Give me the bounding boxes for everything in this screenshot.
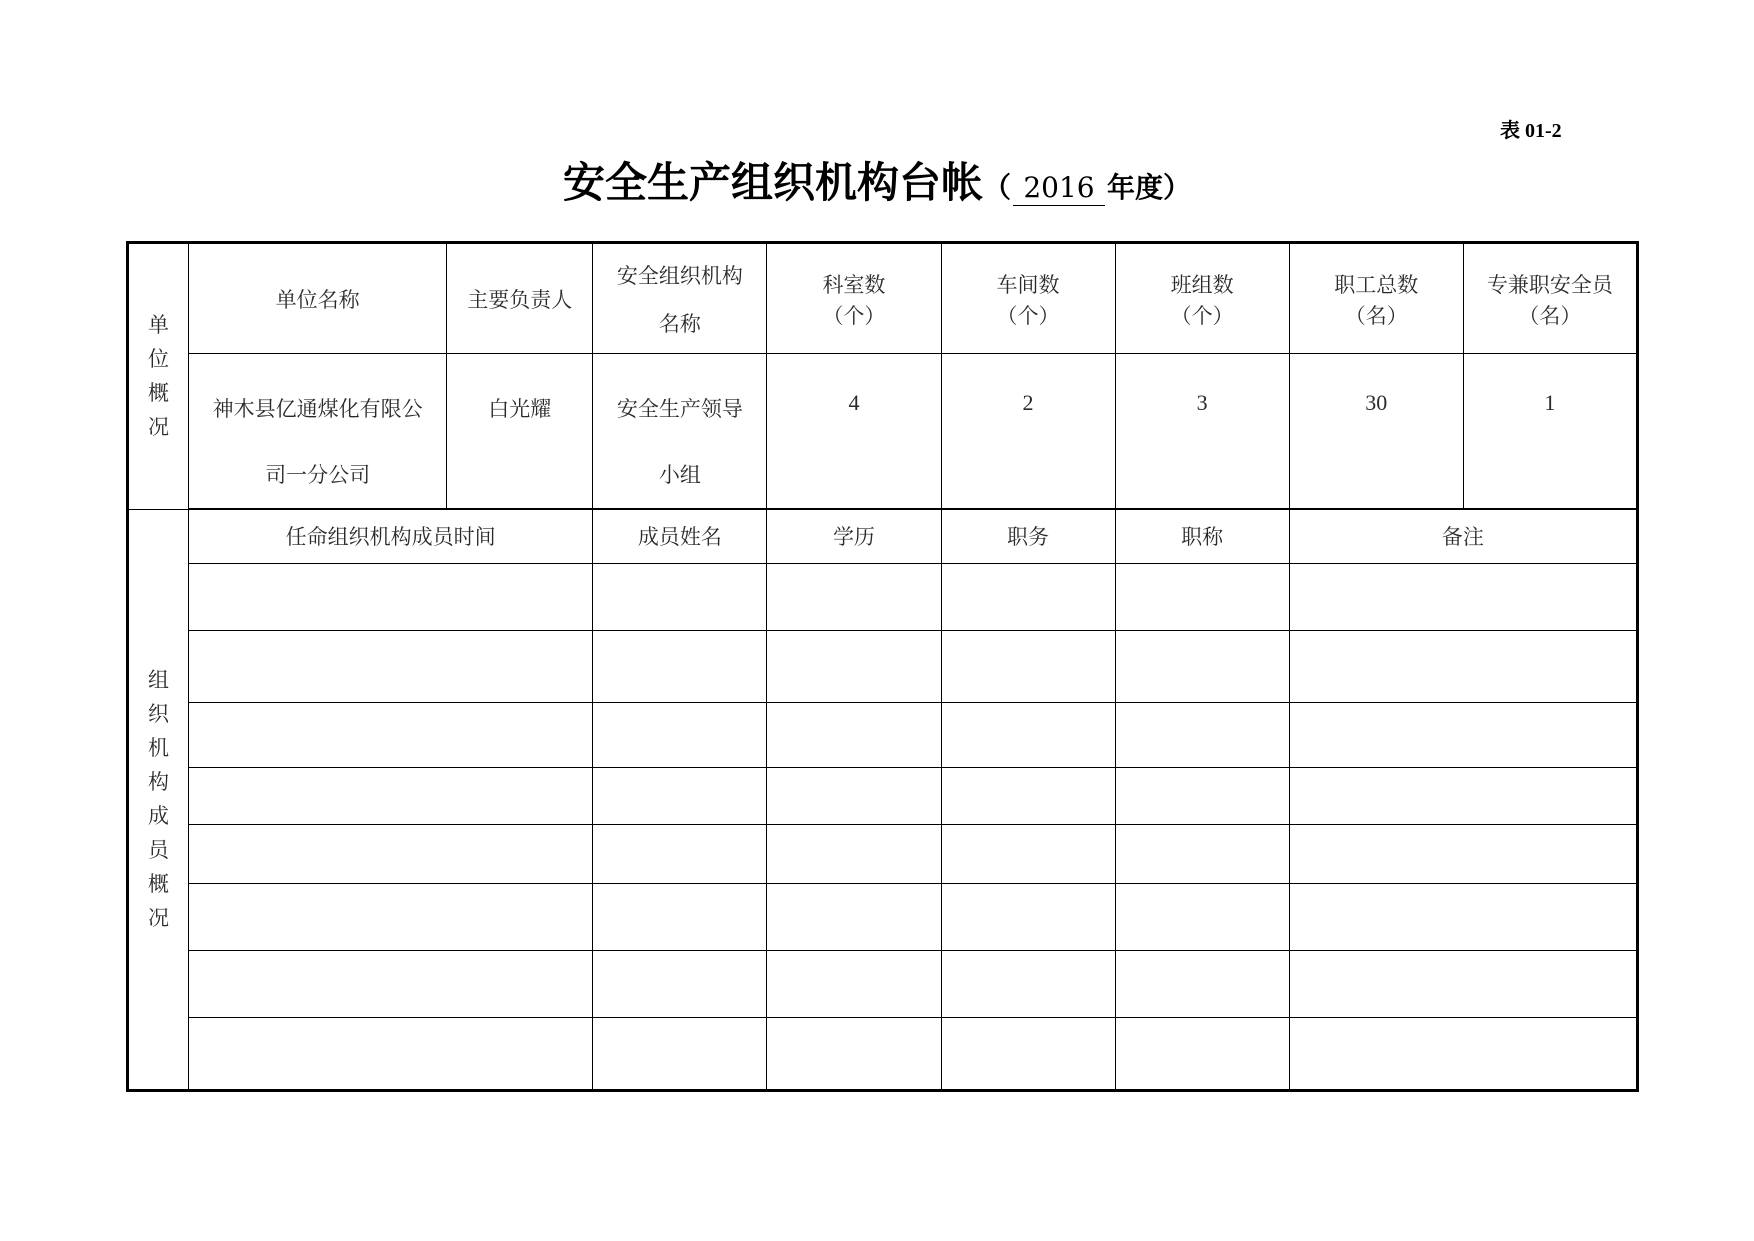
header-remarks: 备注	[1289, 509, 1637, 563]
member-name-cell[interactable]	[593, 563, 767, 630]
value-unit-name[interactable]: 神木县亿通煤化有限公 司一分公司	[189, 354, 447, 510]
member-remarks-cell[interactable]	[1289, 824, 1637, 883]
member-appointment-cell[interactable]	[189, 1017, 593, 1090]
member-education-cell[interactable]	[767, 883, 941, 950]
member-remarks-cell[interactable]	[1289, 630, 1637, 702]
member-position-cell[interactable]	[941, 950, 1115, 1017]
member-remarks-cell[interactable]	[1289, 563, 1637, 630]
header-principal: 主要负责人	[447, 243, 593, 354]
header-org-name: 安全组织机构 名称	[593, 243, 767, 354]
member-title-cell[interactable]	[1115, 883, 1289, 950]
members-header-row	[128, 509, 1638, 563]
header-education: 学历	[767, 509, 941, 563]
member-row	[128, 767, 1638, 824]
member-title-cell[interactable]	[1115, 824, 1289, 883]
member-education-cell[interactable]	[767, 950, 941, 1017]
member-education-cell[interactable]	[767, 563, 941, 630]
member-education-cell[interactable]	[767, 824, 941, 883]
value-safety-officers[interactable]: 1	[1463, 354, 1637, 510]
member-remarks-cell[interactable]	[1289, 950, 1637, 1017]
member-remarks-cell[interactable]	[1289, 767, 1637, 824]
value-departments[interactable]: 4	[767, 354, 941, 510]
member-row	[128, 702, 1638, 767]
member-appointment-cell[interactable]	[189, 883, 593, 950]
unit-value-row	[128, 354, 1638, 510]
member-title-cell[interactable]	[1115, 767, 1289, 824]
member-row	[128, 950, 1638, 1017]
member-title-cell[interactable]	[1115, 563, 1289, 630]
member-name-cell[interactable]	[593, 950, 767, 1017]
unit-section-label: 单 位 概 况	[128, 243, 189, 510]
member-education-cell[interactable]	[767, 767, 941, 824]
member-remarks-cell[interactable]	[1289, 883, 1637, 950]
member-education-cell[interactable]	[767, 1017, 941, 1090]
member-row	[128, 563, 1638, 630]
value-teams[interactable]: 3	[1115, 354, 1289, 510]
member-row	[128, 1017, 1638, 1090]
title-paren-open: （	[982, 171, 1011, 204]
value-employees[interactable]: 30	[1289, 354, 1463, 510]
header-safety-officers: 专兼职安全员 （名）	[1463, 243, 1637, 354]
member-position-cell[interactable]	[941, 767, 1115, 824]
value-principal[interactable]: 白光耀	[447, 354, 593, 510]
member-appointment-cell[interactable]	[189, 630, 593, 702]
header-employees: 职工总数 （名）	[1289, 243, 1463, 354]
member-name-cell[interactable]	[593, 1017, 767, 1090]
header-departments: 科室数 （个）	[767, 243, 941, 354]
header-appointment-time: 任命组织机构成员时间	[189, 509, 593, 563]
member-remarks-cell[interactable]	[1289, 702, 1637, 767]
member-name-cell[interactable]	[593, 824, 767, 883]
table-number: 表 01-2	[1500, 120, 1562, 142]
member-position-cell[interactable]	[941, 824, 1115, 883]
header-member-name: 成员姓名	[593, 509, 767, 563]
member-position-cell[interactable]	[941, 1017, 1115, 1090]
member-title-cell[interactable]	[1115, 1017, 1289, 1090]
value-org-name[interactable]: 安全生产领导 小组	[593, 354, 767, 510]
member-education-cell[interactable]	[767, 702, 941, 767]
member-row	[128, 824, 1638, 883]
member-position-cell[interactable]	[941, 702, 1115, 767]
member-appointment-cell[interactable]	[189, 563, 593, 630]
member-position-cell[interactable]	[941, 883, 1115, 950]
header-title: 职称	[1115, 509, 1289, 563]
member-title-cell[interactable]	[1115, 630, 1289, 702]
member-title-cell[interactable]	[1115, 950, 1289, 1017]
member-appointment-cell[interactable]	[189, 950, 593, 1017]
header-position: 职务	[941, 509, 1115, 563]
member-name-cell[interactable]	[593, 883, 767, 950]
member-row	[128, 630, 1638, 702]
member-position-cell[interactable]	[941, 563, 1115, 630]
ledger-table	[126, 241, 1639, 1092]
header-teams: 班组数 （个）	[1115, 243, 1289, 354]
header-workshops: 车间数 （个）	[941, 243, 1115, 354]
member-name-cell[interactable]	[593, 630, 767, 702]
member-remarks-cell[interactable]	[1289, 1017, 1637, 1090]
member-name-cell[interactable]	[593, 702, 767, 767]
header-unit-name: 单位名称	[189, 243, 447, 354]
unit-header-row	[128, 243, 1638, 354]
members-section-label: 组 织 机 构 成 员 概 况	[128, 509, 189, 1090]
member-appointment-cell[interactable]	[189, 702, 593, 767]
member-row	[128, 883, 1638, 950]
member-education-cell[interactable]	[767, 630, 941, 702]
title-main: 安全生产组织机构台帐	[562, 158, 983, 207]
member-appointment-cell[interactable]	[189, 824, 593, 883]
title-year[interactable]: 2016	[1013, 171, 1105, 206]
page-title	[0, 150, 1754, 210]
member-appointment-cell[interactable]	[189, 767, 593, 824]
value-workshops[interactable]: 2	[941, 354, 1115, 510]
member-title-cell[interactable]	[1115, 702, 1289, 767]
title-year-suffix: 年度）	[1107, 171, 1192, 204]
member-position-cell[interactable]	[941, 630, 1115, 702]
member-name-cell[interactable]	[593, 767, 767, 824]
